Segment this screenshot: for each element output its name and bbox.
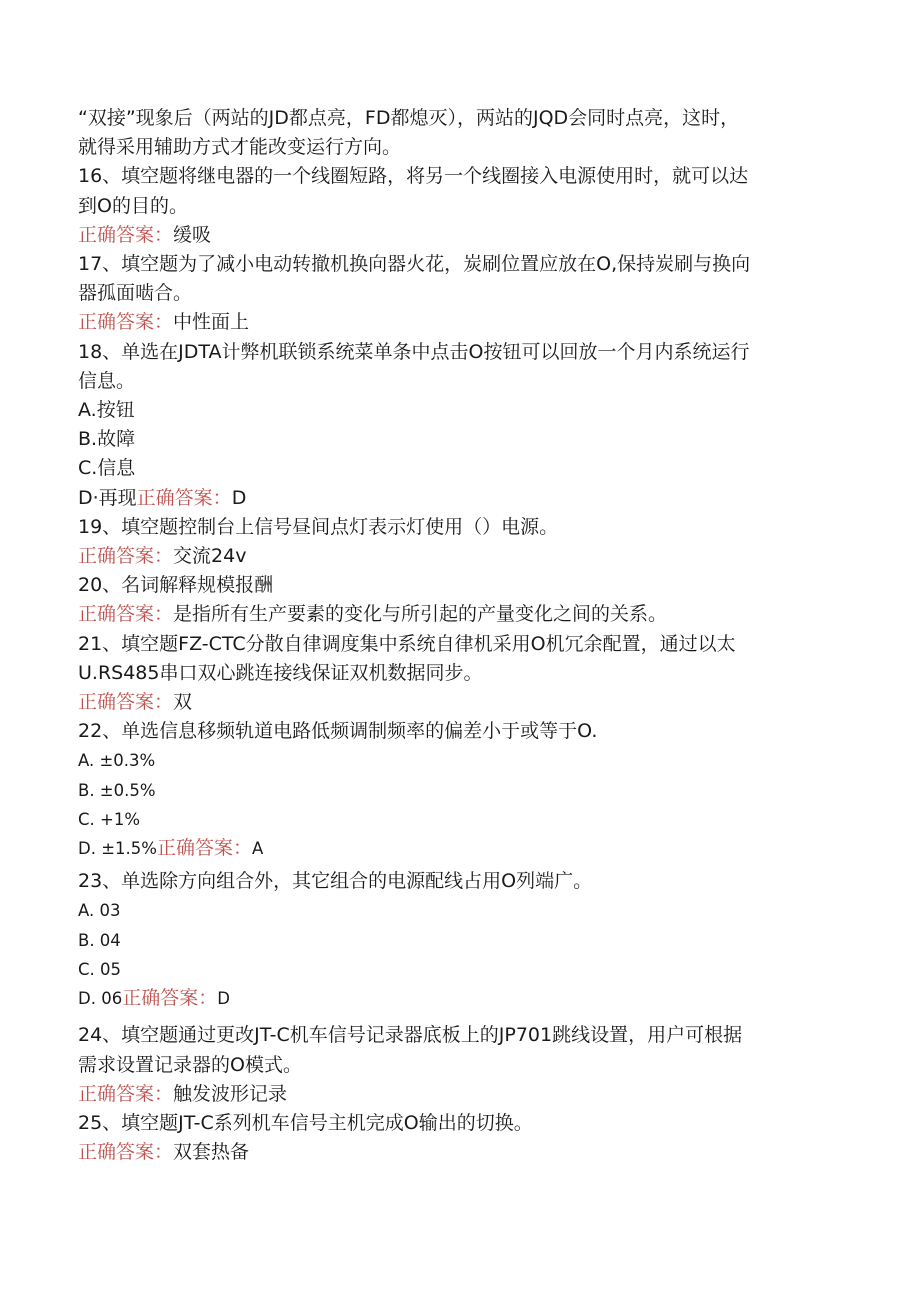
option-d-with-answer [78, 484, 868, 513]
answer-25 [78, 1138, 868, 1167]
option-c: C.信息 [78, 457, 136, 480]
option-b: B. ±0.5% [78, 780, 156, 800]
question-22: 22、单选信息移频轨道电路低频调制频率的偏差小于或等于O. [78, 720, 598, 743]
answer-value: 双套热备 [173, 1141, 250, 1164]
option-d-with-answer [78, 834, 868, 863]
option-d-with-answer [78, 984, 868, 1013]
answer-value: 是指所有生产要素的变化与所引起的产量变化之间的关系。 [173, 603, 668, 626]
question-24: 24、填空题通过更改JT-C机车信号记录器底板上的JP701跳线设置，用户可根据 [78, 1024, 743, 1047]
answer-label: 正确答案： [78, 1141, 174, 1164]
option-b: B.故障 [78, 428, 136, 451]
question-20: 20、名词解释规模报酬 [78, 574, 274, 597]
answer-label: 正确答案： [122, 987, 218, 1010]
answer-label: 正确答案： [78, 545, 174, 568]
option-d: D. ±1.5% [78, 839, 157, 859]
option-d: D·再现 [78, 486, 137, 509]
option-c: C. +1% [78, 809, 141, 829]
answer-value: A [251, 839, 264, 859]
answer-label: 正确答案： [78, 691, 174, 714]
answer-value: 中性面上 [173, 311, 250, 334]
answer-label: 正确答案： [78, 1082, 174, 1105]
text-line: “双接”现象后（两站的JD都点亮，FD都熄灭），两站的JQD会同时点亮，这时， [78, 107, 740, 129]
answer-value: 交流24v [173, 545, 247, 568]
answer-label: 正确答案： [136, 486, 232, 509]
answer-16 [78, 221, 868, 250]
answer-24 [78, 1080, 868, 1109]
question-24-cont: 需求设置记录器的O模式。 [78, 1053, 302, 1076]
question-21-cont: U.RS485串口双心跳连接线保证双机数据同步。 [78, 661, 483, 684]
question-18: 18、单选在JDTA计弊机联锁系统菜单条中点击O按钮可以回放一个月内系统运行 [78, 340, 750, 363]
answer-value: 缓吸 [173, 223, 212, 246]
answer-19 [78, 542, 868, 571]
answer-value: 双 [173, 691, 193, 714]
question-17-cont: 器孤面啮合。 [78, 282, 193, 305]
question-16: 16、填空题将继电器的一个线圈短路，将另一个线圈接入电源使用时，就可以达 [78, 165, 749, 188]
answer-value: D [231, 486, 247, 509]
question-17: 17、填空题为了减小电动转撤机换向器火花，炭刷位置应放在O,保持炭刷与换向 [78, 253, 751, 276]
option-c: C. 05 [78, 959, 122, 979]
question-19: 19、填空题控制台上信号昼间点灯表示灯使用（）电源。 [78, 515, 559, 538]
text-line: 就得采用辅助方式才能改变运行方向。 [78, 136, 402, 159]
option-a: A. 03 [78, 901, 121, 921]
answer-value: D [217, 989, 230, 1009]
question-23: 23、单选除方向组合外，其它组合的电源配线占用O列端广。 [78, 870, 593, 893]
answer-21 [78, 688, 868, 717]
answer-17 [78, 308, 868, 337]
question-16-cont: 到O的目的。 [78, 194, 188, 217]
answer-value: 触发波形记录 [173, 1082, 288, 1105]
document-page [78, 104, 868, 1167]
answer-20 [78, 600, 868, 629]
option-a: A.按钮 [78, 399, 135, 422]
answer-label: 正确答案： [78, 311, 174, 334]
answer-label: 正确答案： [78, 603, 174, 626]
question-18-cont: 信息。 [78, 369, 136, 392]
option-b: B. 04 [78, 930, 121, 950]
question-25: 25、填空题JT-C系列机车信号主机完成O输出的切换。 [78, 1111, 533, 1134]
option-a: A. ±0.3% [78, 751, 156, 771]
answer-label: 正确答案： [156, 837, 252, 860]
question-21: 21、填空题FZ-CTC分散自律调度集中系统自律机采用O机冗余配置，通过以太 [78, 632, 736, 655]
answer-label: 正确答案： [78, 223, 174, 246]
option-d: D. 06 [78, 989, 123, 1009]
